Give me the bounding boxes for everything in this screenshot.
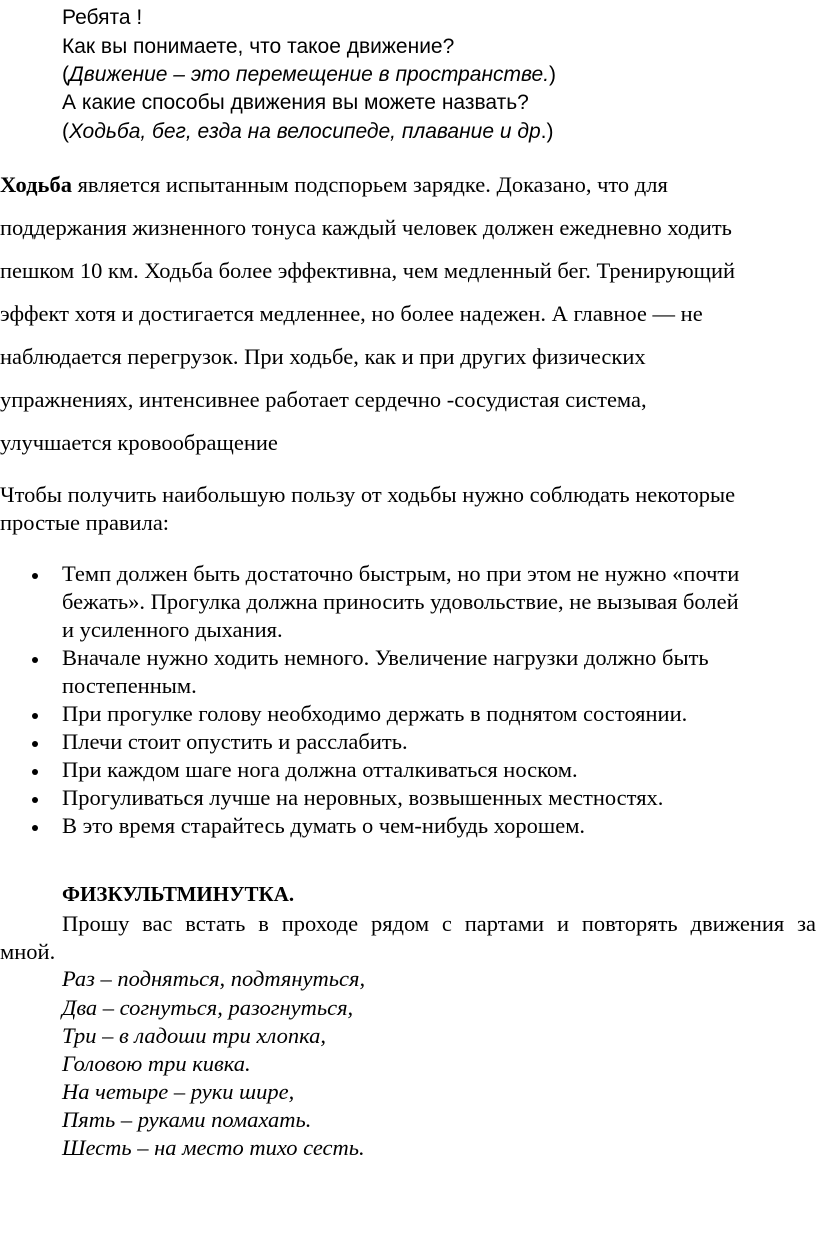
bullet-icon	[32, 713, 38, 719]
bullet-icon	[32, 741, 38, 747]
walking-line-3: пешком 10 км. Ходьба более эффективна, чем медленный бег. Тренирующий	[0, 258, 736, 283]
rules-intro-line-1: Чтобы получить наибольшую пользу от ходьбы нужно соблюдать некоторые	[0, 482, 736, 507]
exercise-instruction-line-1: Прошу вас встать в проходе рядом с партами и повторять движения за	[62, 911, 816, 936]
poem-line-6: Пять – руками помахать.	[62, 1107, 312, 1132]
rule-4: Плечи стоит опустить и расслабить.	[62, 729, 408, 754]
rule-2-line-2: постепенным.	[62, 673, 197, 698]
greeting: Ребята !	[62, 6, 143, 29]
bullet-icon	[32, 769, 38, 775]
answer-1-text: Движение – это перемещение в пространстве.	[69, 63, 550, 86]
exercise-heading: ФИЗКУЛЬТМИНУТКА.	[62, 882, 295, 906]
answer-2-close: .)	[540, 120, 554, 143]
walking-line-2: поддержания жизненного тонуса каждый человек должен ежедневно ходить	[0, 215, 732, 240]
answer-2-open: (	[62, 120, 69, 143]
answer-1-close: )	[549, 63, 557, 86]
rule-6: Прогуливаться лучше на неровных, возвышенных местностях.	[62, 785, 664, 810]
poem-line-2: Два – согнуться, разогнуться,	[62, 995, 354, 1020]
bullet-icon	[32, 797, 38, 803]
rule-1-line-2: бежать». Прогулка должна приносить удовольствие, не вызывая болей	[62, 589, 739, 614]
poem-line-7: Шесть – на место тихо сесть.	[62, 1135, 365, 1160]
answer-1-open: (	[62, 63, 69, 86]
answer-2	[62, 121, 554, 142]
walking-line-1-text: является испытанным подспорьем зарядке. Доказано, что для	[71, 172, 668, 197]
bullet-icon	[32, 825, 38, 831]
walking-line-4: эффект хотя и достигается медленнее, но более надежен. А главное — не	[0, 301, 703, 326]
walking-line-5: наблюдается перегрузок. При ходьбе, как и при других физических	[0, 344, 646, 369]
exercise-instruction-line-2: мной.	[0, 939, 56, 964]
poem-line-1: Раз – подняться, подтянуться,	[62, 966, 366, 991]
rules-intro-line-2: простые правила:	[0, 510, 170, 535]
question-2: А какие способы движения вы можете назвать?	[62, 91, 529, 114]
question-1: Как вы понимаете, что такое движение?	[62, 35, 455, 58]
rule-7: В это время старайтесь думать о чем-нибудь хорошем.	[62, 813, 586, 838]
rule-1-line-3: и усиленного дыхания.	[62, 617, 283, 642]
walking-term: Ходьба	[0, 172, 72, 197]
poem-line-3: Три – в ладоши три хлопка,	[62, 1023, 326, 1048]
walking-line-7: улучшается кровообращение	[0, 430, 278, 455]
rule-2-line-1: Вначале нужно ходить немного. Увеличение нагрузки должно быть	[62, 645, 709, 670]
rule-1-line-1: Темп должен быть достаточно быстрым, но при этом не нужно «почти	[62, 561, 740, 586]
walking-line-6: упражнениях, интенсивнее работает сердечно -сосудистая система,	[0, 387, 647, 412]
answer-1	[62, 64, 556, 85]
answer-2-text: Ходьба, бег, езда на велосипеде, плавание и др	[69, 120, 541, 143]
poem-line-4: Головою три кивка.	[62, 1051, 251, 1076]
walking-line-1	[0, 174, 668, 197]
rule-5: При каждом шаге нога должна отталкиваться носком.	[62, 757, 578, 782]
bullet-icon	[32, 657, 38, 663]
poem-line-5: На четыре – руки шире,	[62, 1079, 295, 1104]
rule-3: При прогулке голову необходимо держать в поднятом состоянии.	[62, 701, 688, 726]
bullet-icon	[32, 573, 38, 579]
